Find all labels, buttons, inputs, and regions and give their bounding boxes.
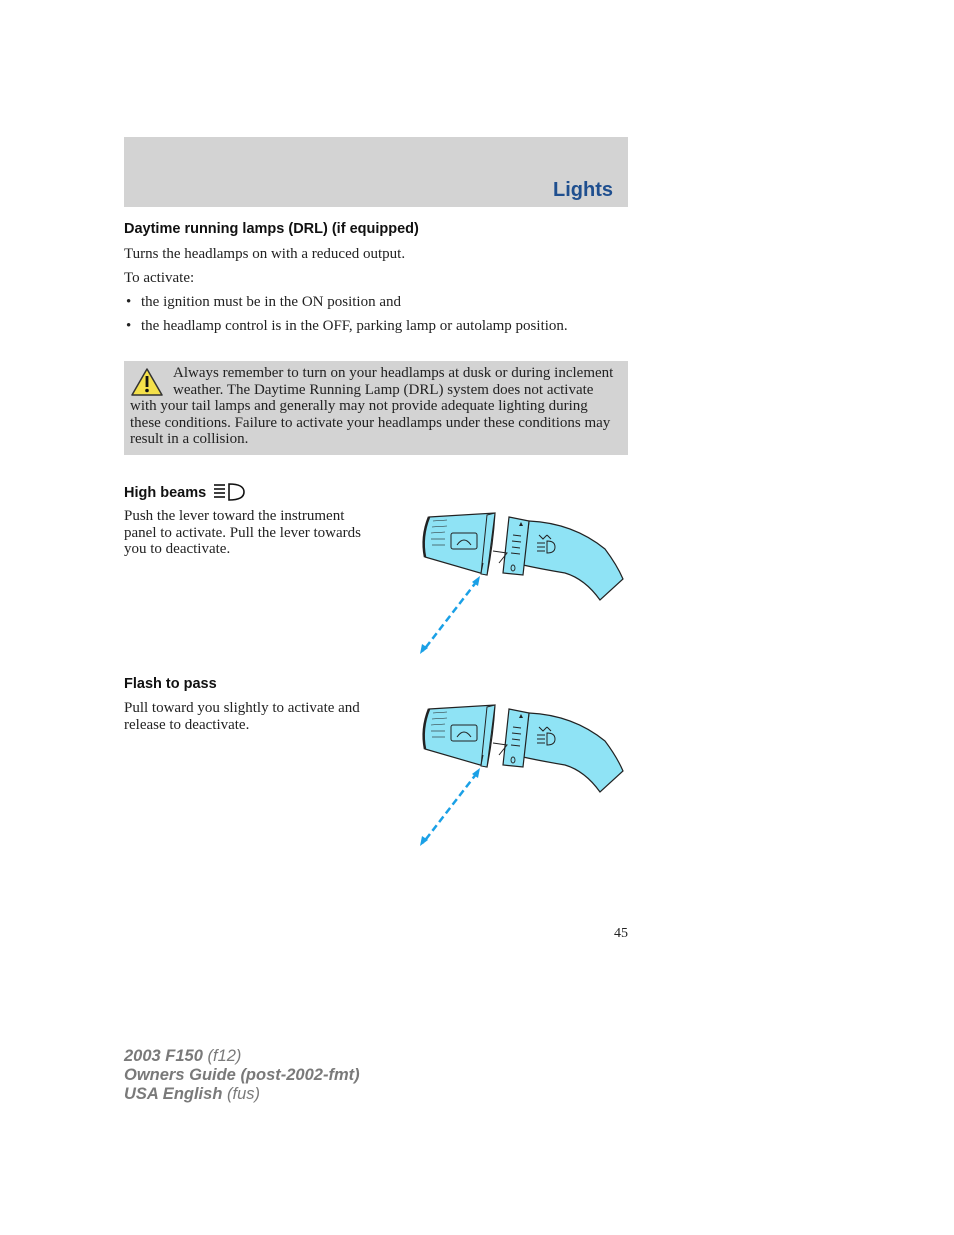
bullet-dot: • [126,318,132,334]
footer-model: 2003 F150 [124,1047,203,1065]
footer-language: USA English [124,1085,223,1103]
document-footer [124,1047,360,1104]
warning-text: Always remember to turn on your headlamps at dusk or during inclement weather. The Daytime Running Lamp (DRL) system does not activate with your tail lamps and generally may not provide adequate lighting during these conditions. Failure to activate your headlamps under these conditions may result in a collision. [130,365,614,447]
footer-guide: Owners Guide (post-2002-fmt) [124,1066,360,1084]
multifunction-lever-illustration [415,699,630,849]
drl-intro: Turns the headlamps on with a reduced output. [124,246,406,262]
high-beam-icon [213,483,247,501]
warning-box [124,361,628,455]
bullet-dot: • [126,294,132,310]
high-beams-text: Push the lever toward the instrument panel to activate. Pull the lever towards you to deactivate. [124,508,362,557]
section-header-band [124,137,628,207]
page-number: 45 [614,926,628,941]
list-item-text: the headlamp control is in the OFF, parking lamp or autolamp position. [141,318,568,334]
multifunction-lever-illustration [415,507,630,657]
footer-model-code: (f12) [207,1047,242,1065]
drl-heading: Daytime running lamps (DRL) (if equipped) [124,221,419,237]
flash-to-pass-text: Pull toward you slightly to activate and release to deactivate. [124,700,360,733]
section-title: Lights [553,179,613,201]
list-item [124,318,594,335]
high-beams-heading-label: High beams [124,485,207,501]
flash-to-pass-heading: Flash to pass [124,676,217,692]
high-beams-heading [124,483,247,501]
footer-line-3 [124,1085,360,1104]
list-item-text: the ignition must be in the ON position and [141,294,401,310]
footer-line-1 [124,1047,360,1066]
footer-line-2 [124,1066,360,1085]
drl-activate-label: To activate: [124,270,195,286]
list-item [124,294,584,311]
footer-language-code: (fus) [227,1085,260,1103]
